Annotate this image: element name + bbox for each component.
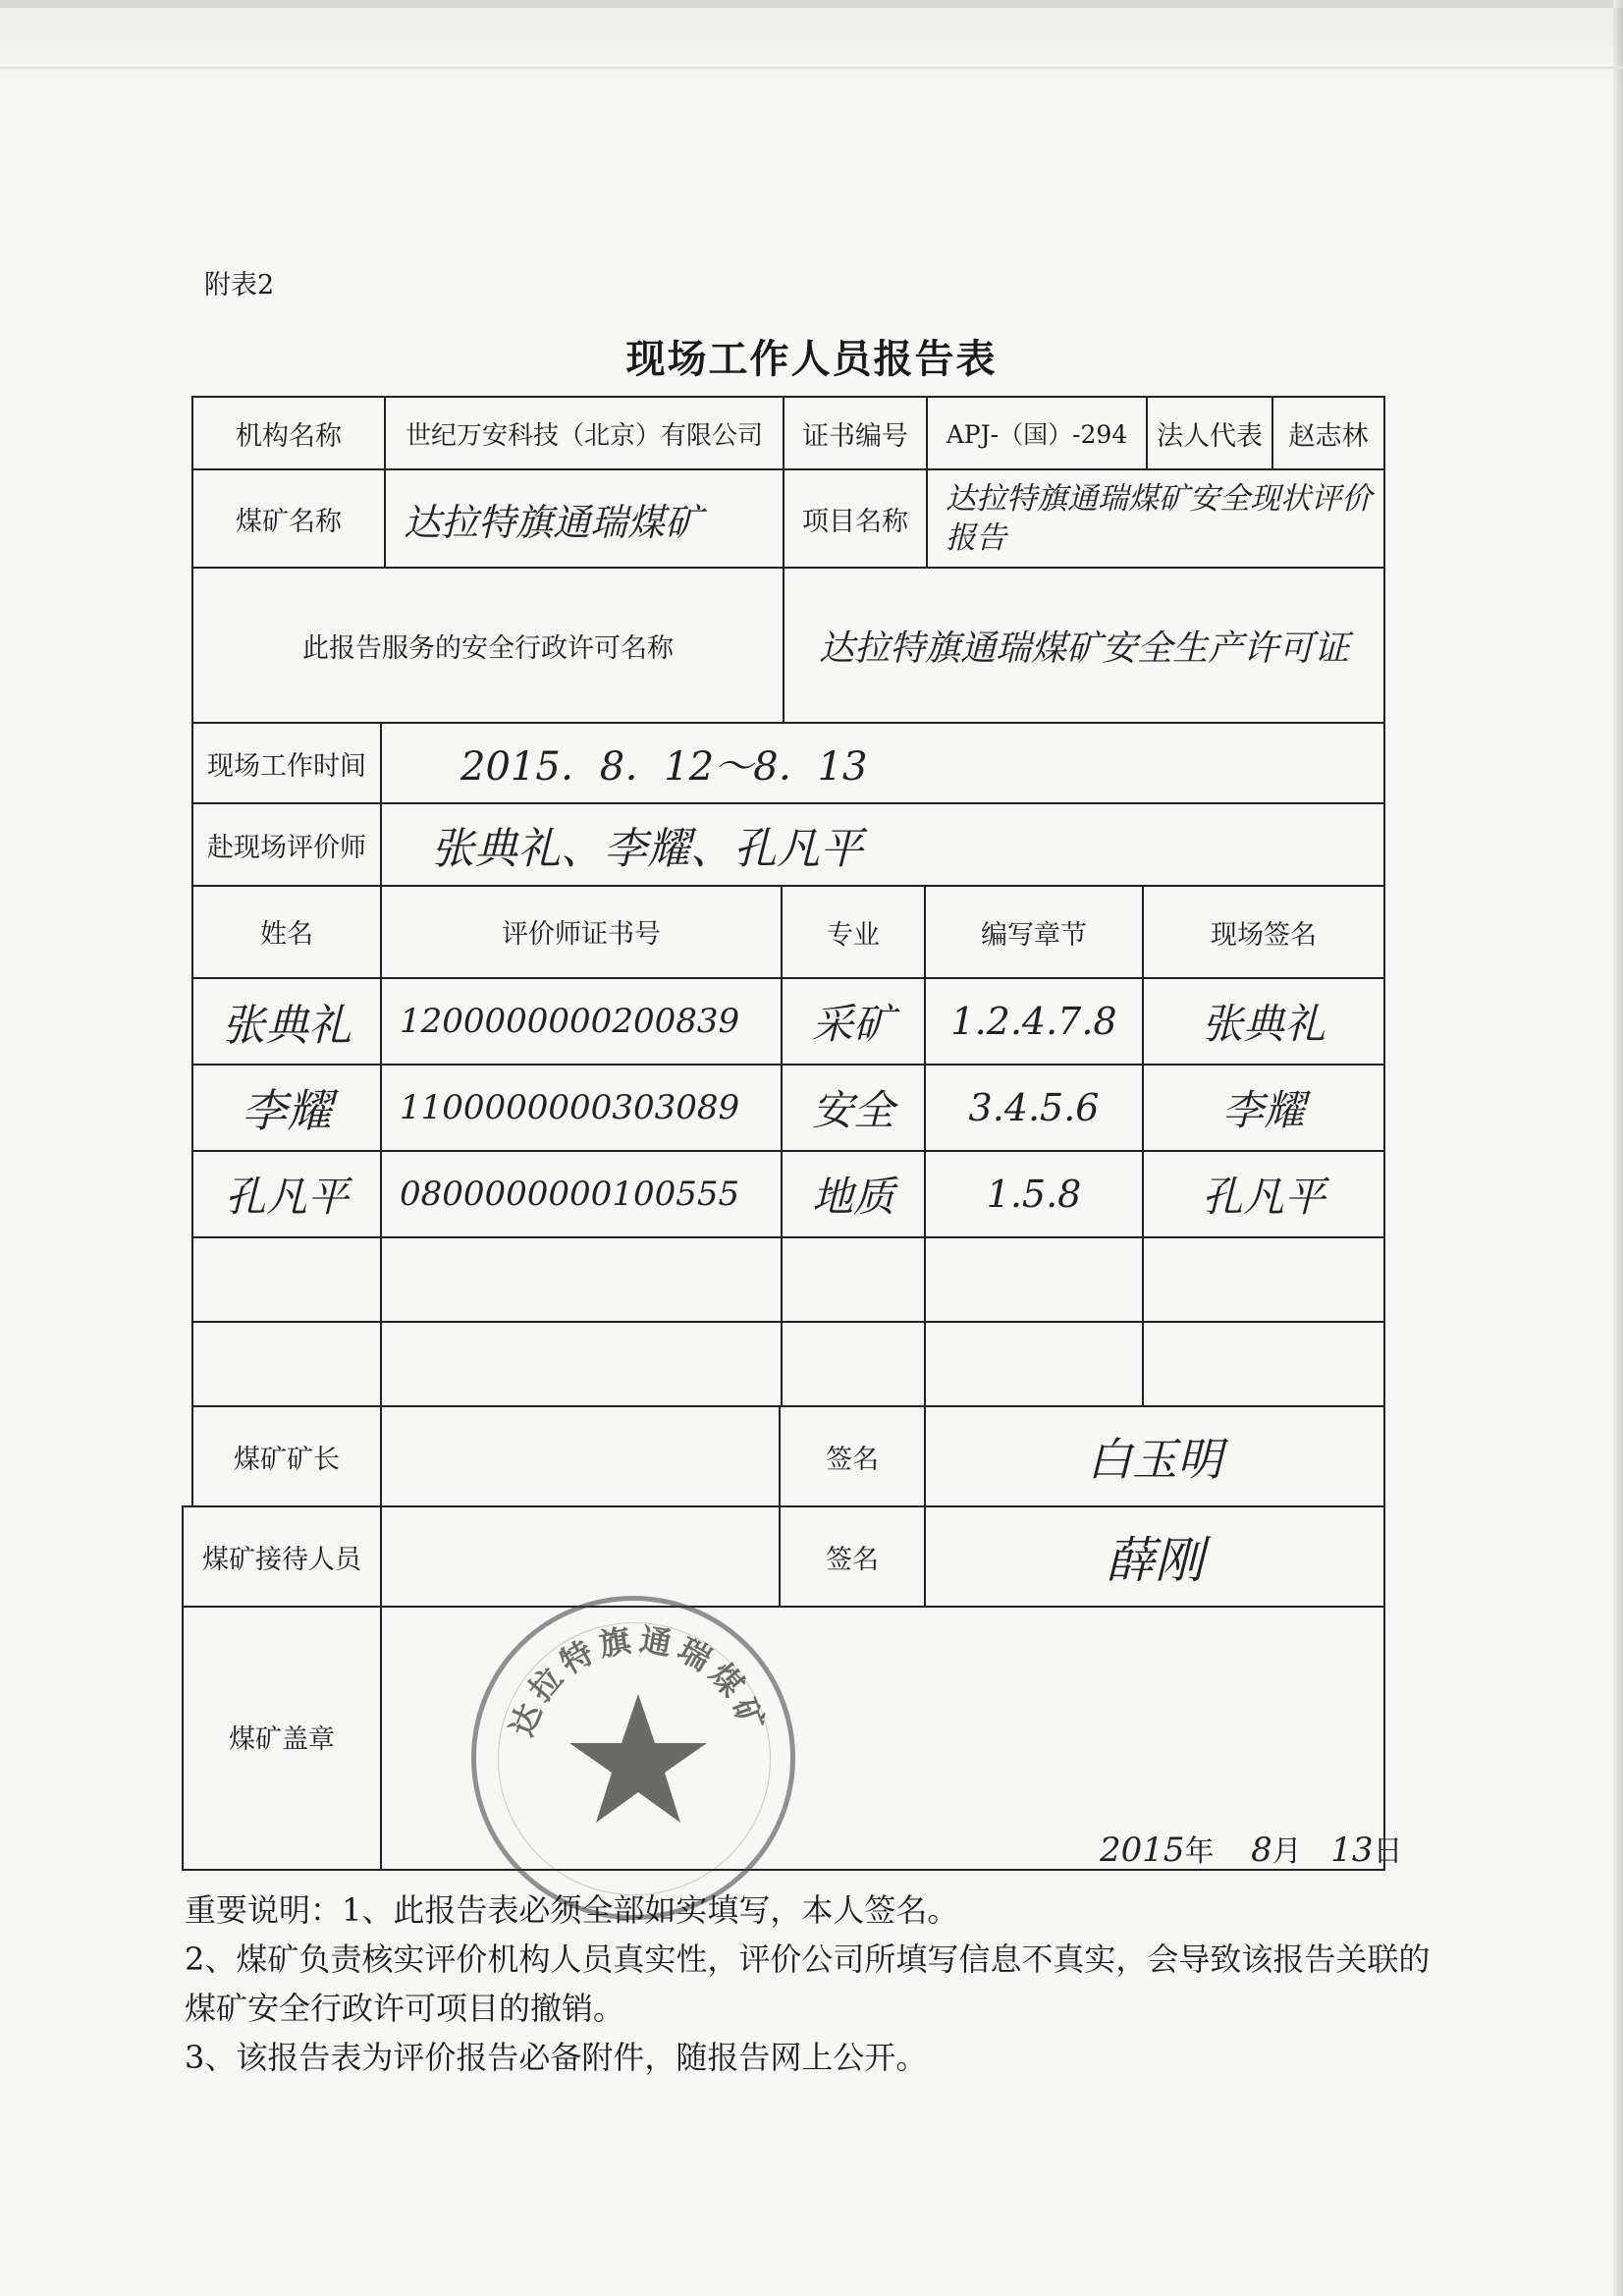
row-2-name: 李耀 [191,1064,382,1152]
row-3-major: 地质 [781,1150,926,1238]
row-1-name: 张典礼 [191,977,382,1066]
reception-signature: 薛刚 [924,1505,1385,1608]
date-year-unit: 年 [1184,1834,1215,1869]
page-shadow [0,8,1623,86]
row-3-cert: 0800000000100555 [380,1150,783,1238]
org-name-value: 世纪万安科技（北京）有限公司 [384,396,784,470]
important-notes [185,1886,1432,2082]
row-5-chapters [924,1321,1144,1407]
project-name-label: 项目名称 [783,468,928,569]
date-month: 8 [1251,1831,1272,1870]
reception-sign-label: 签名 [779,1505,926,1608]
row-2-major: 安全 [781,1064,926,1152]
scan-edge-top [0,0,1623,8]
row-2-signature: 李耀 [1142,1064,1385,1152]
note-1: 重要说明：1、此报告表必须全部如实填写，本人签名。 [185,1891,959,1929]
mine-name-label: 煤矿名称 [191,468,386,569]
row-4-chapters [924,1236,1144,1323]
row-4-name [191,1236,382,1323]
row-5-major [781,1321,926,1407]
note-3: 3、该报告表为评价报告必备附件，随报告网上公开。 [185,2039,928,2076]
row-5-cert [380,1321,783,1407]
work-time-label: 现场工作时间 [191,722,382,804]
row-5-signature [1142,1321,1385,1407]
evaluators-onsite-label: 赴现场评价师 [191,802,382,887]
stamp-text: 达拉特旗通瑞煤矿 [503,1620,774,1742]
note-2: 2、煤矿负责核实评价机构人员真实性，评价公司所填写信息不真实，会导致该报告关联的煤矿安全行政许可项目的撤销。 [185,1941,1431,2027]
row-4-major [781,1236,926,1323]
row-1-major: 采矿 [781,977,926,1066]
legal-rep-value: 赵志林 [1271,396,1385,470]
row-1-chapters: 1.2.4.7.8 [924,977,1144,1066]
header-cert: 评价师证书号 [380,885,783,979]
seal-date [1100,1827,1403,1870]
row-1-signature: 张典礼 [1142,977,1385,1066]
mine-manager-blank [380,1405,781,1507]
header-chapters: 编写章节 [924,885,1144,979]
header-major: 专业 [781,885,926,979]
permit-value: 达拉特旗通瑞煤矿安全生产许可证 [783,567,1385,724]
project-name-value: 达拉特旗通瑞煤矿安全现状评价报告 [926,468,1385,569]
reception-blank [380,1505,781,1608]
header-signature: 现场签名 [1142,885,1385,979]
header-name: 姓名 [191,885,382,979]
attachment-label: 附表2 [204,270,275,301]
org-name-label: 机构名称 [191,396,386,470]
row-2-chapters: 3.4.5.6 [924,1064,1144,1152]
mine-manager-sign-label: 签名 [779,1405,926,1507]
work-time-value: 2015．8．12～8．13 [380,722,1385,804]
row-3-signature: 孔凡平 [1142,1150,1385,1238]
fold-line [0,67,1623,69]
official-stamp [471,1596,795,1920]
row-1-cert: 1200000000200839 [380,977,783,1066]
stamp-graphic [476,1601,800,1925]
date-day: 13 [1330,1831,1374,1870]
date-year: 2015 [1100,1831,1185,1870]
cert-value: APJ-（国）-294 [926,396,1148,470]
mine-manager-label: 煤矿矿长 [191,1405,382,1507]
row-5-name [191,1321,382,1407]
seal-label: 煤矿盖章 [182,1606,382,1871]
row-4-signature [1142,1236,1385,1323]
star-icon [569,1694,707,1823]
evaluators-onsite-value: 张典礼、李耀、孔凡平 [380,802,1385,887]
form-title: 现场工作人员报告表 [625,336,998,382]
legal-rep-label: 法人代表 [1146,396,1273,470]
permit-label: 此报告服务的安全行政许可名称 [191,567,784,724]
row-2-cert: 1100000000303089 [380,1064,783,1152]
cert-label: 证书编号 [783,396,928,470]
mine-name-value: 达拉特旗通瑞煤矿 [384,468,784,569]
row-3-name: 孔凡平 [191,1150,382,1238]
row-3-chapters: 1.5.8 [924,1150,1144,1238]
reception-label: 煤矿接待人员 [182,1505,382,1608]
mine-manager-signature: 白玉明 [924,1405,1385,1507]
date-month-unit: 月 [1271,1834,1302,1869]
date-day-unit: 日 [1373,1834,1403,1869]
row-4-cert [380,1236,783,1323]
